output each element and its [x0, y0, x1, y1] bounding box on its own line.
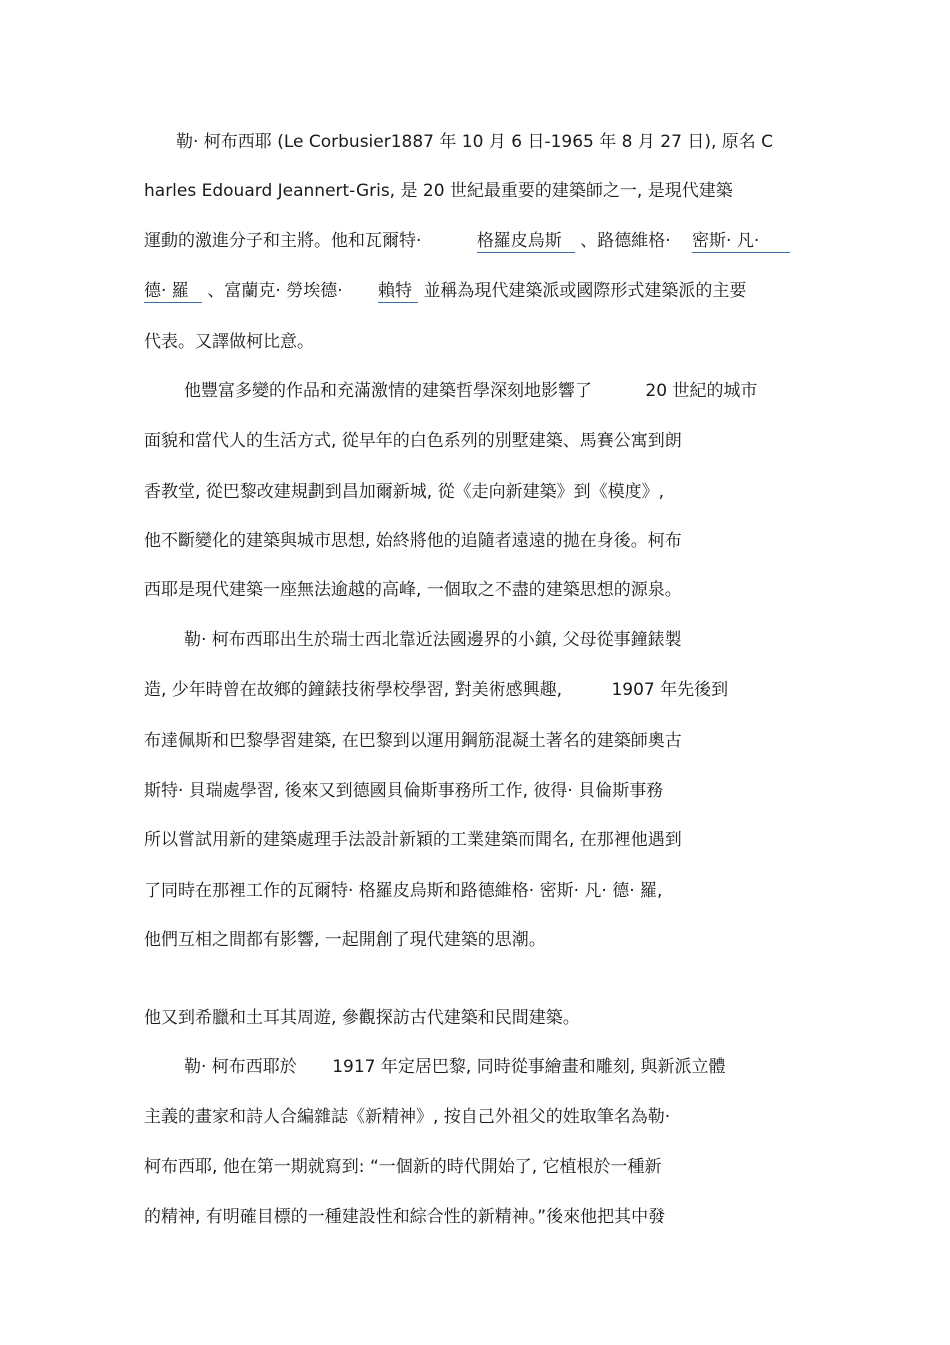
paragraph-line: [144, 480, 664, 504]
text-run: 柯布西耶, 他在第一期就寫到: “一個新的時代開始了, 它植根於一種新: [144, 1157, 662, 1177]
text-run: 20 世紀的城市: [645, 381, 758, 401]
text-run: 所以嘗試用新的建築處理手法設計新穎的工業建築而聞名, 在那裡他遇到: [144, 830, 682, 850]
paragraph-line: [144, 779, 663, 803]
text-run: 、路德維格·: [580, 231, 671, 251]
paragraph-line: [184, 628, 682, 652]
text-run: 代表。又譯做柯比意。: [144, 332, 314, 352]
paragraph-line: [144, 678, 728, 702]
paragraph-line: [144, 879, 662, 903]
paragraph-line: [184, 1055, 726, 1079]
text-run: 香教堂, 從巴黎改建規劃到昌加爾新城, 從《走向新建築》到《模度》,: [144, 482, 665, 502]
link-gropius[interactable]: 格羅皮烏斯: [477, 231, 575, 253]
text-run: 的精神, 有明確目標的一種建設性和綜合性的新精神。”後來他把其中發: [144, 1207, 666, 1227]
paragraph-line: [144, 429, 682, 453]
text-run: 他又到希臘和土耳其周遊, 參觀探訪古代建築和民間建築。: [144, 1008, 580, 1028]
paragraph-line: [176, 130, 773, 154]
paragraph-line: [144, 928, 546, 952]
text-run: 他不斷變化的建築與城市思想, 始終將他的追隨者遠遠的拋在身後。柯布: [144, 531, 682, 551]
paragraph-line: [144, 1105, 670, 1129]
link-mies-van[interactable]: 密斯· 凡·: [692, 231, 790, 253]
paragraph-line: [184, 379, 757, 403]
link-der-rohe[interactable]: 德· 羅: [144, 281, 202, 303]
text-run: 勒· 柯布西耶於: [184, 1057, 297, 1077]
text-run: 1907 年先後到: [611, 680, 729, 700]
text-run: 面貌和當代人的生活方式, 從早年的白色系列的別墅建築、馬賽公寓到朗: [144, 431, 682, 451]
paragraph-line: [144, 330, 314, 354]
text-run: harles Edouard Jeannert-Gris, 是 20 世紀最重要的建築師之一, 是現代建築: [144, 181, 733, 201]
text-run: 他們互相之間都有影響, 一起開創了現代建築的思潮。: [144, 930, 546, 950]
paragraph-line: [144, 1006, 580, 1030]
paragraph-line: [144, 179, 733, 203]
text-run: 了同時在那裡工作的瓦爾特· 格羅皮烏斯和路德維格· 密斯· 凡· 德· 羅,: [144, 881, 663, 901]
text-run: 造, 少年時曾在故鄉的鐘錶技術學校學習, 對美術感興趣,: [144, 680, 563, 700]
text-run: 運動的激進分子和主將。他和瓦爾特·: [144, 231, 422, 251]
text-run: 並稱為現代建築派或國際形式建築派的主要: [423, 281, 747, 301]
paragraph-line: [144, 529, 682, 553]
paragraph-line: [144, 578, 682, 602]
paragraph-line: [144, 1155, 662, 1179]
paragraph-line: [144, 1205, 665, 1229]
text-run: 布達佩斯和巴黎學習建築, 在巴黎到以運用鋼筋混凝土著名的建築師奧古: [144, 731, 682, 751]
text-run: 勒· 柯布西耶出生於瑞士西北靠近法國邊界的小鎮, 父母從事鐘錶製: [184, 630, 682, 650]
paragraph-line: [144, 828, 682, 852]
text-run: 、富蘭克· 勞埃德·: [207, 281, 343, 301]
paragraph-line: [144, 729, 682, 753]
text-run: 他豐富多變的作品和充滿激情的建築哲學深刻地影響了: [184, 381, 592, 401]
link-wright[interactable]: 賴特: [378, 281, 418, 303]
text-run: 主義的畫家和詩人合編雜誌《新精神》, 按自己外祖父的姓取筆名為勒·: [144, 1107, 671, 1127]
text-run: 1917 年定居巴黎, 同時從事繪畫和雕刻, 與新派立體: [332, 1057, 726, 1077]
paragraph-line: [144, 279, 746, 303]
text-run: 勒· 柯布西耶 (Le Corbusier1887 年 10 月 6 日-1965 年 8 月 27 日), 原名 C: [176, 132, 774, 152]
paragraph-line: [144, 229, 790, 253]
text-run: 斯特· 貝瑞處學習, 後來又到德國貝倫斯事務所工作, 彼得· 貝倫斯事務: [144, 781, 664, 801]
text-run: 西耶是現代建築一座無法逾越的高峰, 一個取之不盡的建築思想的源泉。: [144, 580, 682, 600]
